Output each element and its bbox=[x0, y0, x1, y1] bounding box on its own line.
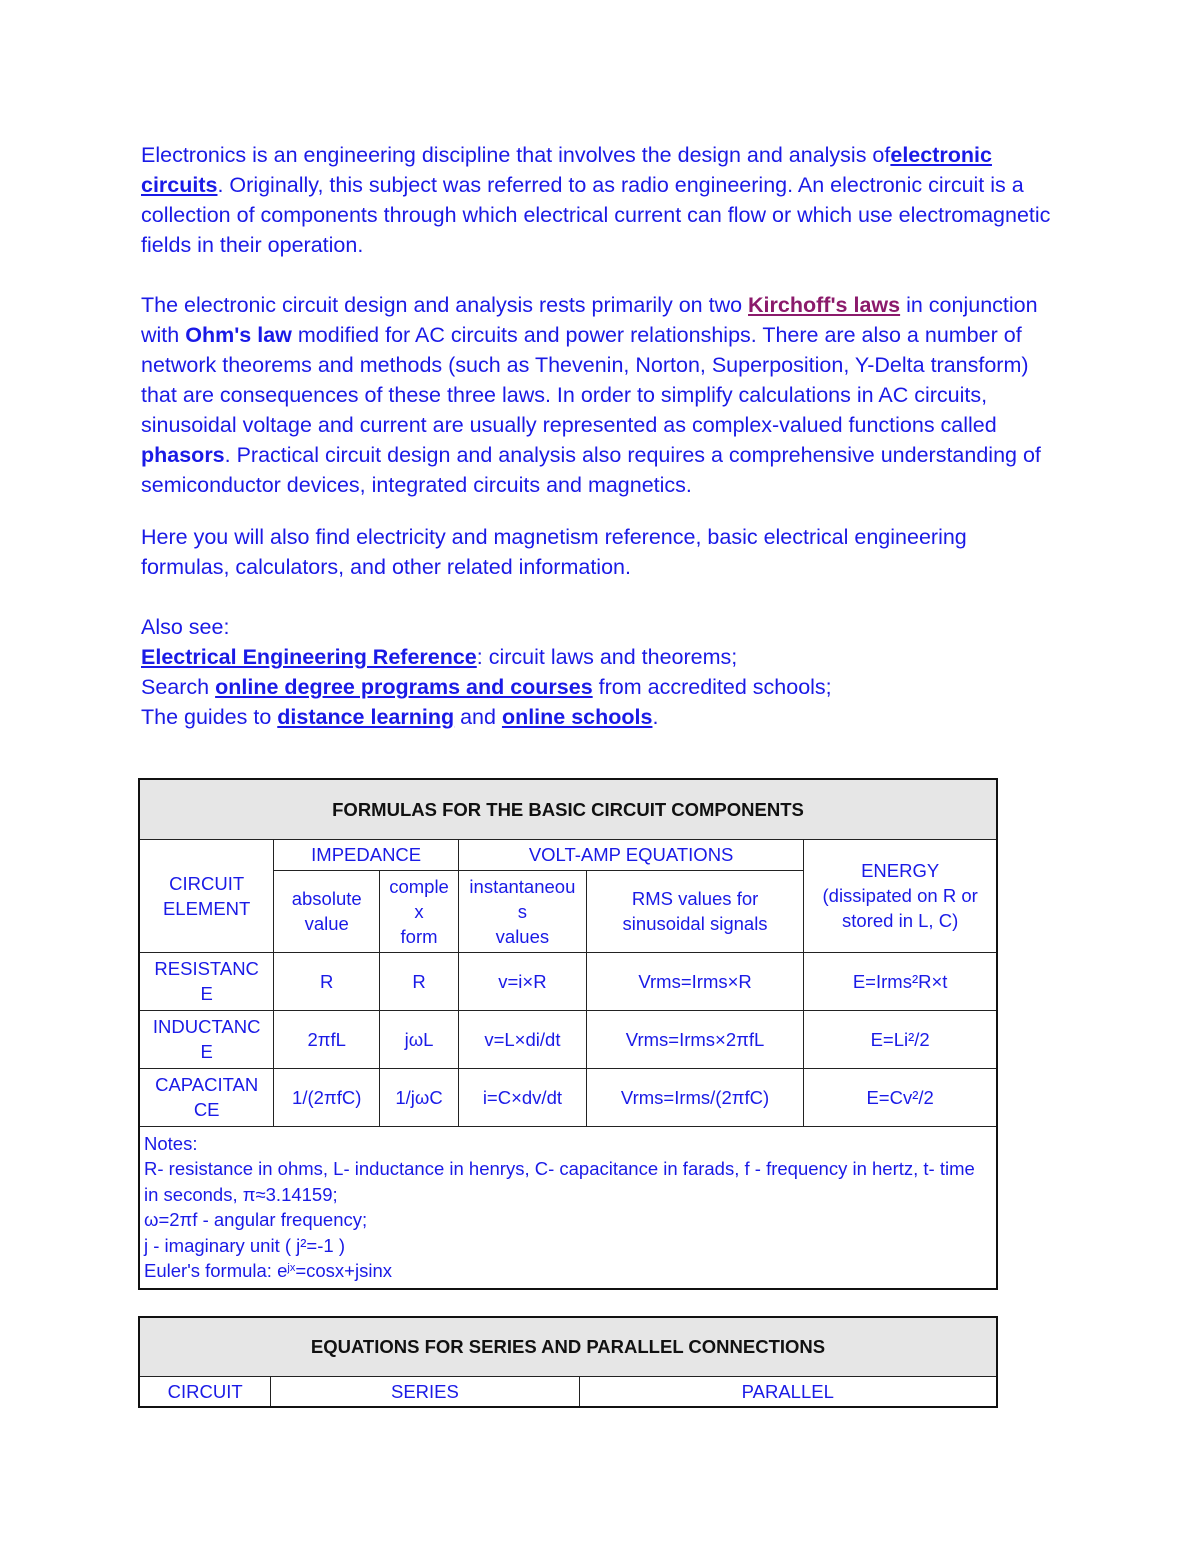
text: : circuit laws and theorems; bbox=[476, 645, 738, 669]
also-see-label: Also see: bbox=[141, 615, 230, 639]
rms-cell: Vrms=Irms×2πfL bbox=[586, 1010, 803, 1068]
sub-header-complex bbox=[380, 870, 459, 952]
phasors-term: phasors bbox=[141, 443, 225, 467]
notes-title: Notes: bbox=[144, 1132, 198, 1154]
reference-paragraph: Here you will also find electricity and magnetism reference, basic electrical engineering formulas, calculators, and other related information. bbox=[141, 525, 967, 579]
text: RESISTANC bbox=[154, 958, 259, 979]
text: The electronic circuit design and analysis rests primarily on two bbox=[141, 293, 749, 317]
text: Search bbox=[141, 675, 216, 699]
document-body bbox=[141, 140, 1061, 732]
energy-sublabel: (dissipated on R or stored in L, C) bbox=[822, 885, 978, 931]
absolute-value-cell: R bbox=[274, 952, 380, 1010]
element-name bbox=[139, 952, 274, 1010]
energy-cell: E=Li²/2 bbox=[804, 1010, 997, 1068]
complex-form-cell: R bbox=[380, 952, 459, 1010]
text: x bbox=[414, 900, 424, 922]
ee-reference-link[interactable]: Electrical Engineering Reference bbox=[141, 645, 477, 669]
text: s bbox=[517, 900, 528, 922]
text: from accredited schools; bbox=[592, 675, 832, 699]
text: form bbox=[400, 925, 438, 947]
text: in conjunction with bbox=[141, 293, 1038, 347]
complex-form-cell: 1/jωC bbox=[380, 1068, 459, 1126]
text: comple bbox=[389, 875, 449, 897]
text: and bbox=[454, 705, 502, 729]
notes-line: ω=2πf - angular frequency; bbox=[144, 1209, 368, 1230]
notes-line: R- resistance in ohms, L- inductance in henrys, C- capacitance in farads, f - frequency in hertz, t- time in seconds, π≈3.14159; bbox=[144, 1158, 975, 1205]
series-parallel-table bbox=[138, 1316, 998, 1408]
table-row bbox=[139, 1010, 997, 1068]
superscript: jx bbox=[287, 1262, 296, 1274]
text: . bbox=[652, 705, 659, 729]
sub-header-absolute: absolute value bbox=[274, 870, 380, 952]
absolute-value-cell: 2πfL bbox=[274, 1010, 380, 1068]
text: E bbox=[200, 1041, 213, 1062]
ohms-law-term: Ohm's law bbox=[185, 323, 292, 347]
table-row bbox=[139, 952, 997, 1010]
notes-line bbox=[144, 1260, 392, 1281]
element-name bbox=[139, 1068, 274, 1126]
text: Euler's formula: e bbox=[144, 1260, 288, 1281]
electronic-circuits-link[interactable]: electronic circuits bbox=[141, 143, 992, 197]
absolute-value-cell: 1/(2πfC) bbox=[274, 1068, 380, 1126]
text: E bbox=[200, 983, 213, 1004]
text: The guides to bbox=[141, 705, 278, 729]
col-header-series: SERIES bbox=[271, 1376, 579, 1407]
energy-cell: E=Cv²/2 bbox=[804, 1068, 997, 1126]
instantaneous-cell: i=C×dv/dt bbox=[458, 1068, 586, 1126]
notes-row bbox=[139, 1126, 997, 1289]
text: modified for AC circuits and power relationships. There are also a number of network theorems and methods (such as Thevenin, Norton, Superposition, Y-Delta transform) that are consequences of these three laws. In order to simplify calculations in AC circuits, sinusoidal voltage and current are usually represented as complex-valued functions called bbox=[141, 323, 1029, 437]
text: . Originally, this subject was referred to as radio engineering. An electronic circuit is a collection of components through which electrical current can flow or which use electromagnetic fields in their operation. bbox=[141, 173, 1051, 257]
text: Electronics is an engineering discipline that involves the design and analysis of bbox=[141, 143, 891, 167]
text: CE bbox=[193, 1099, 220, 1120]
kirchoff-paragraph bbox=[141, 290, 1061, 500]
text: values bbox=[495, 925, 550, 947]
distance-learning-link[interactable]: distance learning bbox=[277, 705, 455, 729]
notes-line: j - imaginary unit ( j²=-1 ) bbox=[144, 1234, 345, 1256]
instantaneous-cell: v=i×R bbox=[458, 952, 586, 1010]
col-header-element: CIRCUIT ELEMENT bbox=[139, 839, 274, 952]
instantaneous-cell: v=L×di/dt bbox=[458, 1010, 586, 1068]
table-row bbox=[139, 1068, 997, 1126]
col-header-parallel: PARALLEL bbox=[579, 1376, 997, 1407]
col-header-circuit: CIRCUIT bbox=[139, 1376, 271, 1407]
text: CAPACITAN bbox=[155, 1074, 259, 1095]
kirchoffs-laws-link[interactable]: Kirchoff's laws bbox=[748, 293, 901, 317]
text: instantaneou bbox=[469, 875, 576, 897]
complex-form-cell: jωL bbox=[380, 1010, 459, 1068]
rms-cell: Vrms=Irms×R bbox=[586, 952, 803, 1010]
energy-label: ENERGY bbox=[861, 860, 940, 881]
text: INDUCTANC bbox=[152, 1016, 261, 1037]
online-schools-link[interactable]: online schools bbox=[501, 705, 653, 729]
text: . Practical circuit design and analysis also requires a comprehensive understanding of semiconductor devices, integrated circuits and magnetics. bbox=[141, 443, 1041, 497]
text: =cosx+jsinx bbox=[295, 1260, 392, 1281]
col-header-voltamp: VOLT-AMP EQUATIONS bbox=[458, 839, 803, 870]
intro-paragraph bbox=[141, 140, 1061, 260]
sub-header-rms: RMS values for sinusoidal signals bbox=[586, 870, 803, 952]
sub-header-instantaneous bbox=[458, 870, 586, 952]
also-see-block bbox=[141, 612, 1061, 732]
rms-cell: Vrms=Irms/(2πfC) bbox=[586, 1068, 803, 1126]
online-degree-link[interactable]: online degree programs and courses bbox=[215, 675, 593, 699]
col-header-impedance: IMPEDANCE bbox=[274, 839, 459, 870]
table-title: EQUATIONS FOR SERIES AND PARALLEL CONNECTIONS bbox=[139, 1317, 997, 1376]
col-header-energy bbox=[804, 839, 997, 952]
notes-cell bbox=[139, 1126, 997, 1289]
element-name bbox=[139, 1010, 274, 1068]
basic-components-table bbox=[138, 778, 998, 1290]
energy-cell: E=Irms²R×t bbox=[804, 952, 997, 1010]
table-title: FORMULAS FOR THE BASIC CIRCUIT COMPONENTS bbox=[139, 779, 997, 839]
